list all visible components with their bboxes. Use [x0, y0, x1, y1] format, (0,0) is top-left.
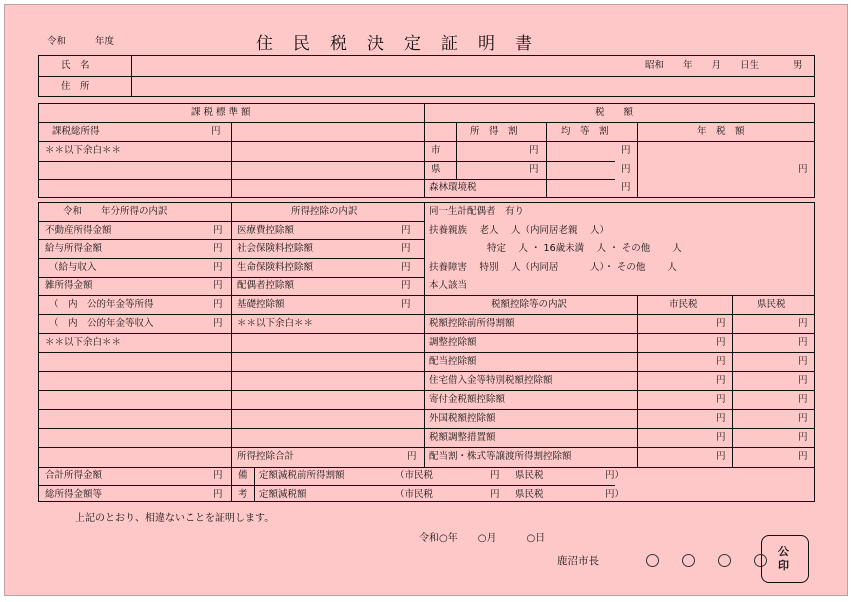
col-city-tax: 市民税 [669, 299, 698, 310]
total-income-amount-label: 合計所得金額 [45, 470, 103, 481]
tax-credits-header: 税額控除等の内訳 [491, 299, 568, 310]
certificate-sheet: 令和 年度 住民税決定証明書 氏 名 住 所 昭和 年 月 日生 男 課税標準額 税 額 課税総所得 円 ＊＊以下余白＊＊ 所 得 割 均 等 割 年 税 額 市 県 森林環境税 円 円 円 円 円 円 令和 年分所得の内訳 不動産所得金額 給与所得金額 （給与収入 雑所得金額 （ 内 公的年金等所得 （ 内 公的年金等収入 ＊＊以下余白＊＊ 円 円 円 円 円 円 合計所得金額 円 総所得金額等 円 所得控除の内訳 医療費控除額 社会保険料控除額 生命保険料控除額 配偶者控除額 基礎控除額 ＊＊以下余白＊＊ 円 円 円 円 円 所得控除合計 円 同一生計配偶者 有り 扶養親族 老人 人（内同居老親 人） 特定 人 ・ 16歳未満 人 ・ その他 人 扶養障害 特別 人（内同居 人）・ その他 人 本人該当 税額控除等の内訳 市民税 県民税 税額控除前所得割額 調整控除額 配当控除額 住宅借入金等特別税額控除額 寄付金税額控除額 外国税額控除額 税額調整措置額 配当割・株式等譲渡所得割控除額 円 円 円 円 円 円 円 円 円 円 円 円 円 円 円 円 備 考 定額減税前所得割額 定額減税額 （市民税 円 県民税 円） （市民税 円 県民税 円） 上記のとおり、相違ないことを証明します。 令和○年 ○月 ○日 鹿沼市長 公 印 [4, 4, 848, 596]
row-city: 市 [431, 145, 441, 156]
seal-circle-2 [682, 554, 695, 567]
row-pref: 県 [431, 164, 441, 175]
self-applicable: 本人該当 [429, 280, 468, 291]
era-label: 令和 [47, 36, 67, 47]
deduction-breakdown-header: 所得控除の内訳 [291, 206, 358, 217]
mayor-title: 鹿沼市長 [557, 555, 599, 567]
remarks-label-2: 考 [238, 489, 248, 500]
sex-value: 男 [793, 60, 803, 71]
disabled-dependents: 扶養障害 特別 人（内同居 人）・ その他 人 [429, 262, 677, 273]
seal-circle-1 [646, 554, 659, 567]
col-income-levy: 所 得 割 [470, 126, 518, 137]
remarks-label-1: 備 [238, 470, 248, 481]
fixed-reduction-label: 定額減税額 [259, 489, 307, 500]
deduction-total-label: 所得控除合計 [237, 451, 295, 462]
col-pref-tax: 県民税 [757, 299, 786, 310]
col-equal-levy: 均 等 割 [561, 126, 609, 137]
pre-reduction-levy-label: 定額減税前所得割額 [259, 470, 345, 481]
official-seal-stamp: 公 印 [761, 535, 809, 583]
year-label: 年度 [95, 36, 115, 47]
dependents-line-1: 扶養親族 老人 人（内同居老親 人） [429, 225, 610, 236]
seal-circle-3 [718, 554, 731, 567]
grand-total-income-label: 総所得金額等 [45, 489, 103, 500]
address-label: 住 所 [61, 81, 90, 92]
tax-amount-header: 税 額 [595, 107, 634, 118]
birth-date: 昭和 年 月 日生 [645, 60, 760, 71]
spouse-info: 同一生計配偶者 有り [429, 206, 525, 217]
total-income-label: 課税総所得 [52, 126, 100, 137]
empty-note: ＊＊以下余白＊＊ [45, 145, 122, 156]
dependents-line-2: 特定 人 ・ 16歳未満 人 ・ その他 人 [487, 243, 682, 254]
document-title: 住民税決定証明書 [256, 34, 552, 54]
tax-base-header: 課税標準額 [191, 107, 254, 118]
row-forest-tax: 森林環境税 [429, 182, 477, 193]
col-annual-tax: 年 税 額 [697, 126, 745, 137]
name-label: 氏 名 [61, 60, 90, 71]
certification-statement: 上記のとおり、相違ないことを証明します。 [75, 513, 275, 524]
income-breakdown-header: 令和 年分所得の内訳 [63, 206, 168, 217]
issue-date: 令和○年 ○月 ○日 [419, 533, 546, 544]
tax-summary-box [38, 103, 815, 198]
